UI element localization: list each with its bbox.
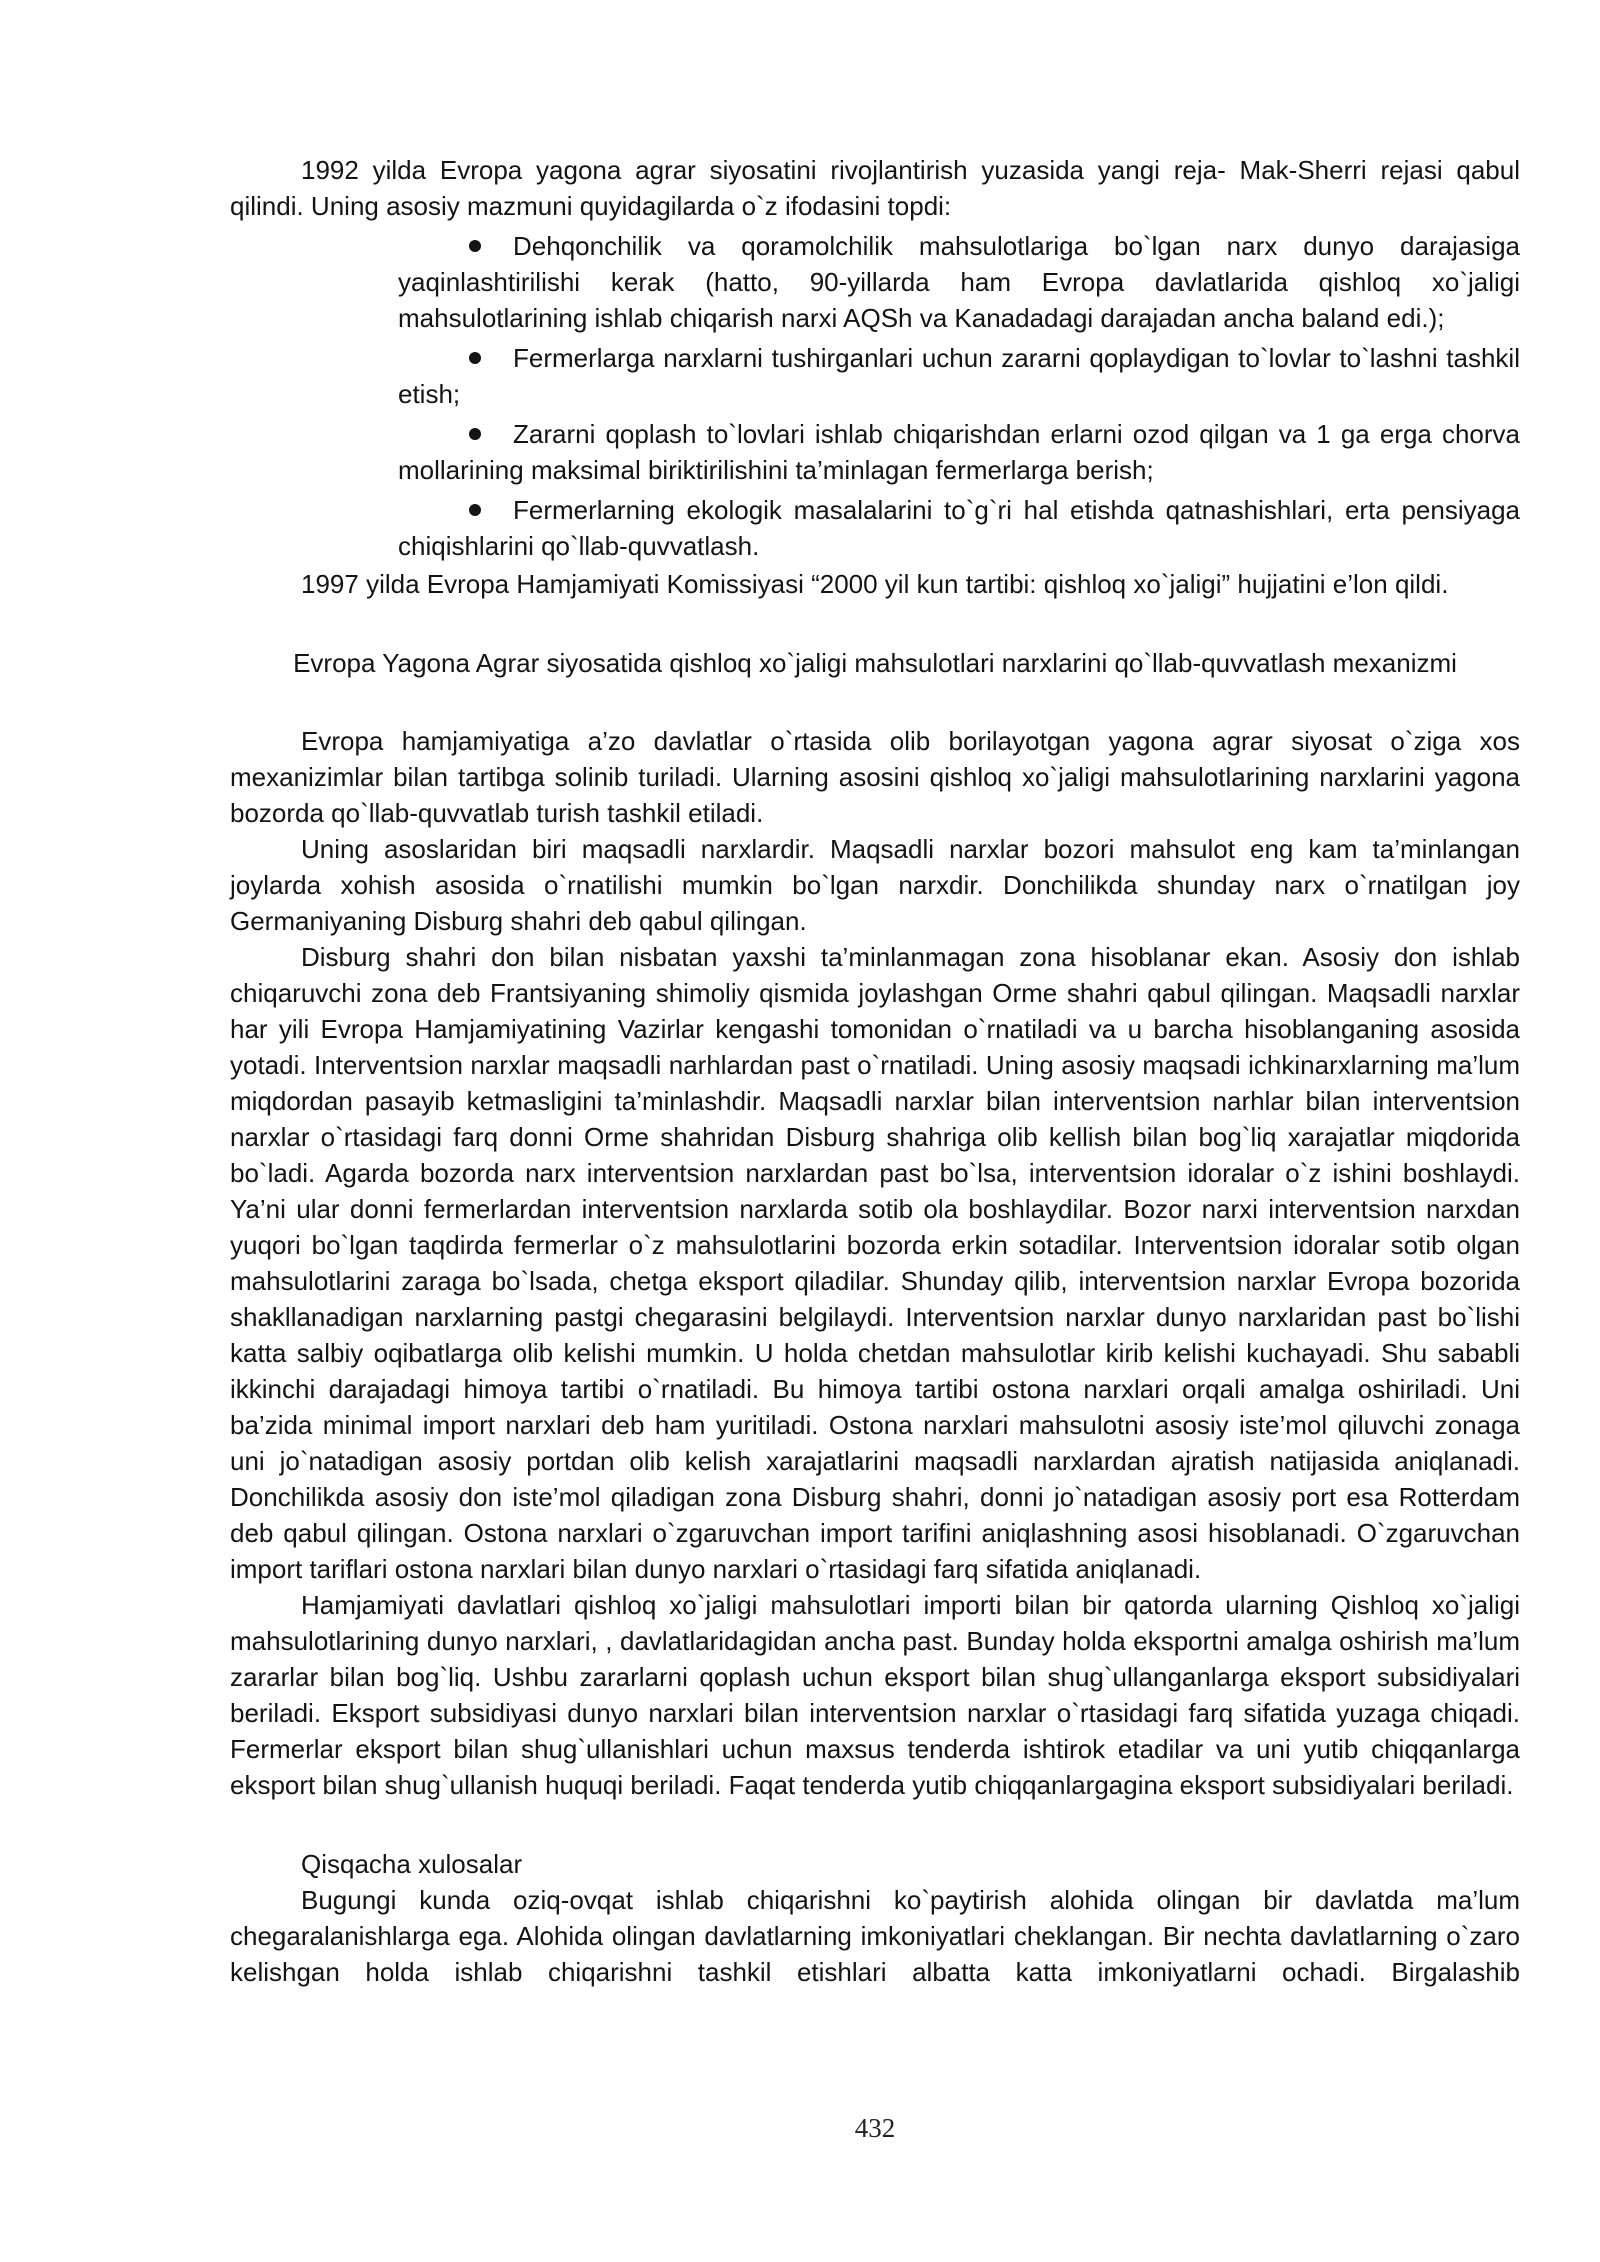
- section-heading: Evropa Yagona Agrar siyosatida qishloq xo`jaligi mahsulotlari narxlarini qo`llab-quvvatlash mexanizmi: [293, 648, 1457, 678]
- body-paragraph: Uning asoslaridan biri maqsadli narxlardir. Maqsadli narxlar bozori mahsulot eng kam ta’minlangan joylarda xohish asosida o`rnatilishi mumkin bo`lgan narxdir. Donchilikda shunday narx o`rnatilgan joy Germaniyaning Disburg shahri deb qabul qilingan.: [230, 834, 1520, 936]
- list-item-text: Dehqonchilik va qoramolchilik mahsulotlariga bo`lgan narx dunyo darajasiga yaqinlashtirilishi kerak (hatto, 90-yillarda ham Evropa davlatlarida qishloq xo`jaligi mahsulotlarining ishlab chiqarish narxi AQSh va Kanadadagi darajadan ancha baland edi.);: [398, 231, 1520, 333]
- list-item: [230, 228, 1520, 336]
- list-item: [230, 416, 1520, 488]
- bullet-list: [230, 228, 1520, 564]
- bullet-icon: [469, 428, 481, 440]
- list-item-text: Fermerlarga narxlarni tushirganlari uchun zararni qoplaydigan to`lovlar to`lashni tashkil etish;: [398, 343, 1520, 409]
- list-item-text: Fermerlarning ekologik masalalarini to`g`ri hal etishda qatnashishlari, erta pensiyaga chiqishlarini qo`llab-quvvatlash.: [398, 495, 1520, 561]
- body-paragraph: Hamjamiyati davlatlari qishloq xo`jaligi mahsulotlari importi bilan bir qatorda ularning Qishloq xo`jaligi mahsulotlarining dunyo narxlari, , davlatlaridagidan ancha past. Bunday holda eksportni amalga oshirish ma’lum zararlar bilan bog`liq. Ushbu zararlarni qoplash uchun eksport bilan shug`ullanganlarga eksport subsidiyalari beriladi. Eksport subsidiyasi dunyo narxlari bilan interventsion narxlar o`rtasidagi farq sifatida yuzaga chiqadi. Fermerlar eksport bilan shug`ullanishlari uchun maxsus tenderda ishtirok etadilar va uni yutib chiqqanlarga eksport bilan shug`ullanish huquqi beriladi. Faqat tenderda yutib chiqqanlargagina eksport subsidiyalari beriladi.: [230, 1590, 1520, 1800]
- page-number: 432: [854, 2113, 896, 2143]
- document-body: [230, 152, 1520, 1990]
- bullet-icon: [469, 240, 481, 252]
- body-paragraph: Evropa hamjamiyatiga a’zo davlatlar o`rtasida olib borilayotgan yagona agrar siyosat o`ziga xos mexanizimlar bilan tartibga solinib turiladi. Ularning asosini qishloq xo`jaligi mahsulotlarining narxlarini yagona bozorda qo`llab-quvvatlab turish tashkil etiladi.: [230, 726, 1520, 828]
- bullet-icon: [469, 504, 481, 516]
- list-item: [230, 340, 1520, 412]
- list-item: [230, 492, 1520, 564]
- body-paragraph: Disburg shahri don bilan nisbatan yaxshi ta’minlanmagan zona hisoblanar ekan. Asosiy don ishlab chiqaruvchi zona deb Frantsiyaning shimoliy qismida joylashgan Orme shahri qabul qilingan. Maqsadli narxlar har yili Evropa Hamjamiyatining Vazirlar kengashi tomonidan o`rnatiladi va u barcha hisoblanganing asosida yotadi. Interventsion narxlar maqsadli narhlardan past o`rnatiladi. Uning asosiy maqsadi ichkinarxlarning ma’lum miqdordan pasayib ketmasligini ta’minlashdir. Maqsadli narxlar bilan interventsion narhlar bilan interventsion narxlar o`rtasidagi farq donni Orme shahridan Disburg shahriga olib kellish bilan bog`liq xarajatlar miqdorida bo`ladi. Agarda bozorda narx interventsion narxlardan past bo`lsa, interventsion idoralar o`z ishini boshlaydi. Ya’ni ular donni fermerlardan interventsion narxlarda sotib ola boshlaydilar. Bozor narxi interventsion narxdan yuqori bo`lgan taqdirda fermerlar o`z mahsulotlarini bozorda erkin sotadilar. Interventsion idoralar sotib olgan mahsulotlarini zaraga bo`lsada, chetga eksport qiladilar. Shunday qilib, interventsion narxlar Evropa bozorida shakllanadigan narxlarning pastgi chegarasini belgilaydi. Interventsion narxlar dunyo narxlaridan past bo`lishi katta salbiy oqibatlarga olib kelishi mumkin. U holda chetdan mahsulotlar kirib kelishi kuchayadi. Shu sababli ikkinchi darajadagi himoya tartibi o`rnatiladi. Bu himoya tartibi ostona narxlari orqali amalga oshiriladi. Uni ba’zida minimal import narxlari deb ham yuritiladi. Ostona narxlari mahsulotni asosiy iste’mol qiluvchi zonaga uni jo`natadigan asosiy portdan olib kelish xarajatlarini maqsadli narxlardan ajratish natijasida aniqlanadi. Donchilikda asosiy don iste’mol qiladigan zona Disburg shahri, donni jo`natadigan asosiy port esa Rotterdam deb qabul qilingan. Ostona narxlari o`zgaruvchan import tarifini aniqlashning asosi hisoblanadi. O`zgaruvchan import tariflari ostona narxlari bilan dunyo narxlari o`rtasidagi farq sifatida aniqlanadi.: [230, 942, 1520, 1584]
- intro-paragraph: 1992 yilda Evropa yagona agrar siyosatini rivojlantirish yuzasida yangi reja- Mak-Sherri rejasi qabul qilindi. Uning asosiy mazmuni quyidagilarda o`z ifodasini topdi:: [230, 155, 1520, 221]
- summary-paragraph: Bugungi kunda oziq-ovqat ishlab chiqarishni ko`paytirish alohida olingan bir davlatda ma’lum chegaralanishlarga ega. Alohida olingan davlatlarning imkoniyatlari cheklangan. Bir nechta davlatlarning o`zaro kelishgan holda ishlab chiqarishni tashkil etishlari albatta katta imkoniyatlarni ochadi. Birgalashib: [230, 1885, 1520, 1987]
- body-paragraph: 1997 yilda Evropa Hamjamiyati Komissiyasi “2000 yil kun tartibi: qishloq xo`jaligi” hujjatini e’lon qildi.: [301, 569, 1449, 599]
- summary-heading: Qisqacha xulosalar: [301, 1849, 523, 1879]
- bullet-icon: [469, 352, 481, 364]
- list-item-text: Zararni qoplash to`lovlari ishlab chiqarishdan erlarni ozod qilgan va 1 ga erga chorva mollarining maksimal biriktirilishini ta’minlagan fermerlarga berish;: [398, 419, 1520, 485]
